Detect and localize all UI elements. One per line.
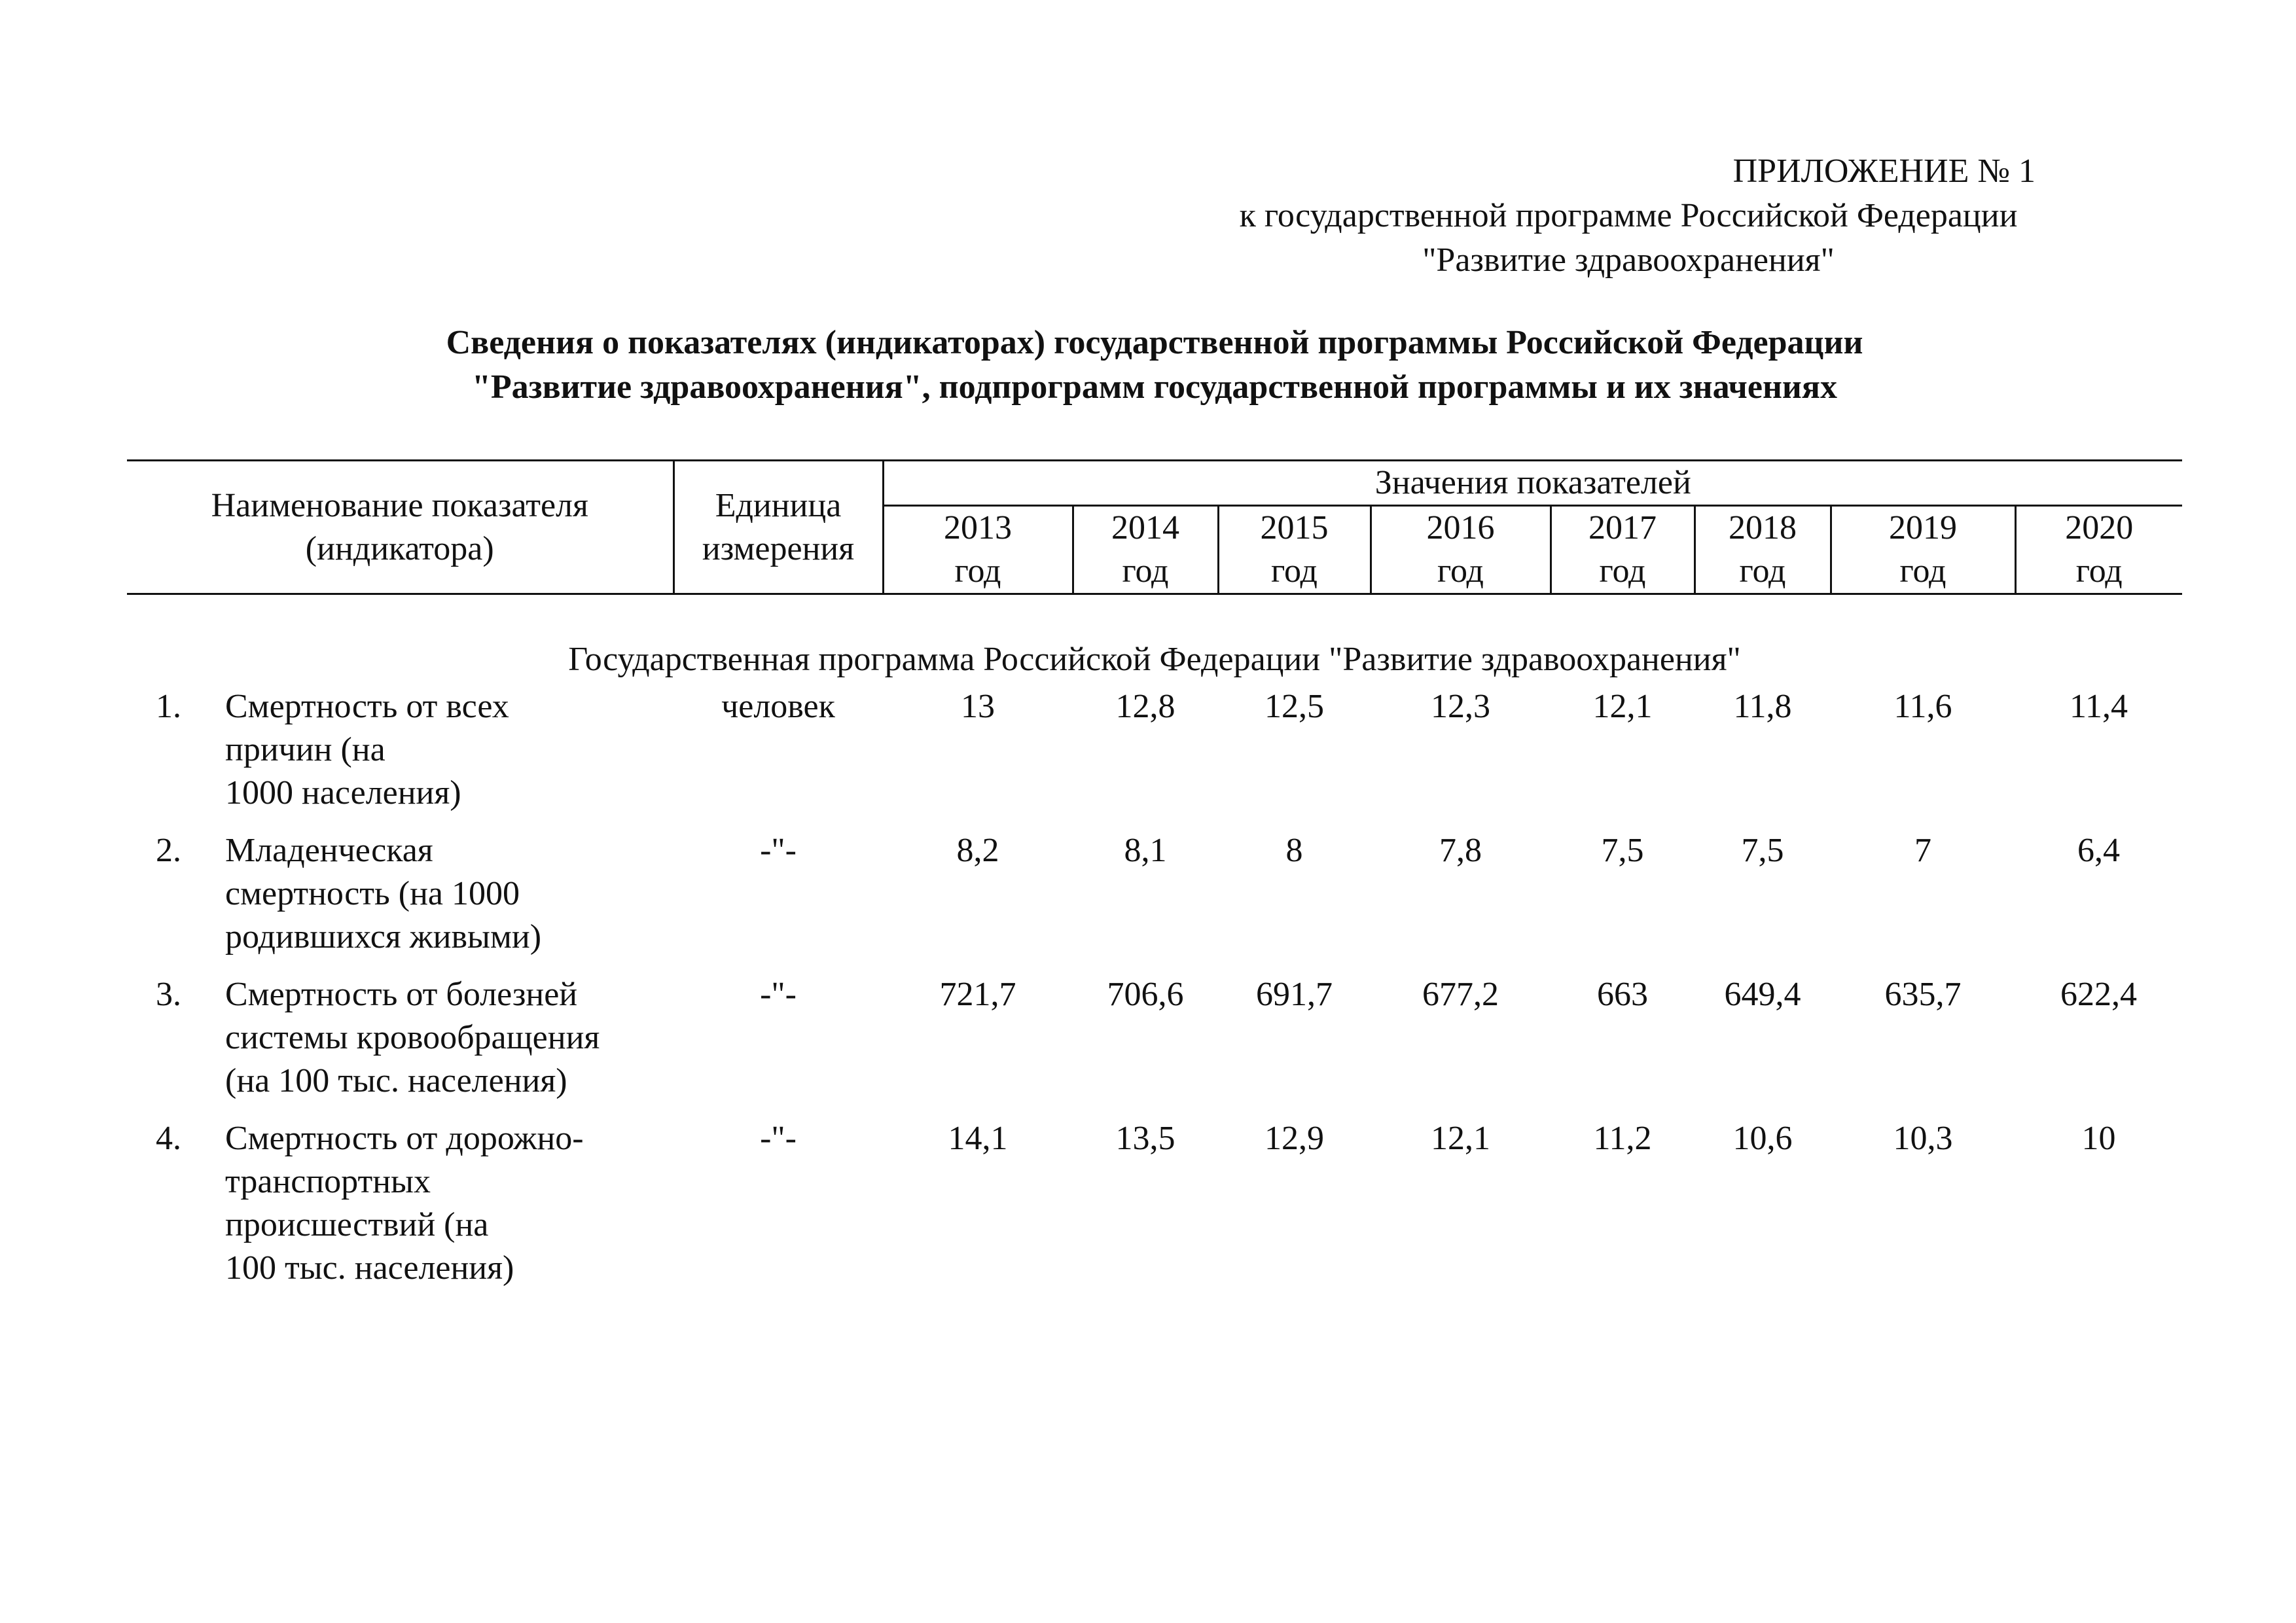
indicator-value-2015: 12,5 bbox=[1265, 688, 1325, 725]
header-year-suffix: год bbox=[1122, 552, 1169, 590]
indicator-value-2016: 12,1 bbox=[1431, 1120, 1491, 1157]
document-title-line-2: "Развитие здравоохранения", подпрограмм государственной программы и их значениях bbox=[471, 368, 1838, 406]
header-year-value: 2014 bbox=[1111, 509, 1180, 546]
appendix-number: ПРИЛОЖЕНИЕ № 1 bbox=[1732, 152, 2036, 190]
indicator-name bbox=[225, 685, 673, 829]
indicator-value-2016: 677,2 bbox=[1422, 976, 1499, 1013]
indicator-value-2017: 7,5 bbox=[1601, 832, 1644, 869]
header-year-2013 bbox=[883, 506, 1073, 594]
indicator-value-2016: 7,8 bbox=[1439, 832, 1482, 869]
header-year-value: 2017 bbox=[1588, 509, 1657, 546]
indicator-value-2020: 11,4 bbox=[2069, 688, 2128, 725]
table-row bbox=[127, 829, 2182, 973]
indicator-value-2020: 10 bbox=[2081, 1120, 2116, 1157]
indicator-unit: -"- bbox=[760, 976, 797, 1013]
table-header bbox=[127, 461, 2182, 594]
header-year-2018 bbox=[1695, 506, 1831, 594]
indicator-value-2017: 12,1 bbox=[1592, 688, 1653, 725]
indicator-value-2019: 10,3 bbox=[1893, 1120, 1953, 1157]
indicator-value-2019: 7 bbox=[1914, 832, 1932, 869]
indicator-value-2018: 11,8 bbox=[1733, 688, 1792, 725]
section-title: Государственная программа Российской Федерации "Развитие здравоохранения" bbox=[568, 641, 1741, 678]
indicator-name bbox=[225, 1117, 673, 1304]
header-year-2017 bbox=[1551, 506, 1695, 594]
indicator-value-2013: 721,7 bbox=[939, 976, 1016, 1013]
header-year-suffix: год bbox=[2075, 552, 2123, 590]
table-row bbox=[127, 685, 2182, 829]
header-year-value: 2013 bbox=[944, 509, 1013, 546]
header-indicator-name bbox=[127, 461, 673, 594]
appendix-reference: к государственной программе Российской Федерации bbox=[1239, 197, 2018, 234]
indicator-name-line: родившихся живыми) bbox=[225, 918, 542, 955]
header-year-suffix: год bbox=[1437, 552, 1484, 590]
indicator-value-2015: 691,7 bbox=[1256, 976, 1333, 1013]
indicator-name-line: причин (на bbox=[225, 731, 386, 768]
indicator-name-line: транспортных bbox=[225, 1163, 431, 1200]
indicator-name-line: Младенческая bbox=[225, 832, 433, 869]
row-number: 3. bbox=[156, 976, 181, 1013]
indicator-value-2018: 649,4 bbox=[1724, 976, 1801, 1013]
document-title-line-1: Сведения о показателях (индикаторах) государственной программы Российской Федерации bbox=[446, 324, 1863, 361]
indicator-value-2014: 8,1 bbox=[1124, 832, 1167, 869]
indicator-value-2020: 6,4 bbox=[2077, 832, 2121, 869]
indicator-value-2013: 13 bbox=[961, 688, 996, 725]
header-unit-line-2: измерения bbox=[702, 529, 855, 567]
header-year-value: 2016 bbox=[1426, 509, 1495, 546]
appendix-program-name: "Развитие здравоохранения" bbox=[1422, 241, 1835, 279]
header-year-suffix: год bbox=[1271, 552, 1318, 590]
indicator-value-2020: 622,4 bbox=[2060, 976, 2138, 1013]
indicator-unit: -"- bbox=[760, 832, 797, 869]
indicator-value-2015: 8 bbox=[1285, 832, 1303, 869]
indicator-name bbox=[225, 829, 673, 973]
indicator-value-2013: 14,1 bbox=[948, 1120, 1008, 1157]
table-row bbox=[127, 1117, 2182, 1304]
indicator-value-2018: 10,6 bbox=[1732, 1120, 1793, 1157]
indicator-name-line: 1000 населения) bbox=[225, 774, 461, 812]
header-year-suffix: год bbox=[954, 552, 1001, 590]
indicator-name-line: системы кровообращения bbox=[225, 1019, 600, 1056]
indicator-value-2017: 11,2 bbox=[1593, 1120, 1652, 1157]
indicator-value-2017: 663 bbox=[1597, 976, 1649, 1013]
header-year-suffix: год bbox=[1599, 552, 1646, 590]
header-year-2019 bbox=[1831, 506, 2015, 594]
indicator-name-line: Смертность от дорожно- bbox=[225, 1120, 584, 1157]
indicator-value-2013: 8,2 bbox=[956, 832, 999, 869]
header-unit-line-1: Единица bbox=[715, 486, 842, 524]
indicator-unit: человек bbox=[721, 688, 835, 725]
header-year-2015 bbox=[1218, 506, 1371, 594]
header-values: Значения показателей bbox=[883, 461, 2182, 506]
row-number: 2. bbox=[156, 832, 181, 869]
indicator-unit: -"- bbox=[760, 1120, 797, 1157]
indicator-name-line: (на 100 тыс. населения) bbox=[225, 1062, 567, 1099]
indicator-value-2019: 11,6 bbox=[1893, 688, 1952, 725]
header-year-suffix: год bbox=[1739, 552, 1786, 590]
indicator-name-line: происшествий (на bbox=[225, 1206, 489, 1243]
indicators-table bbox=[127, 459, 2182, 1304]
indicator-value-2014: 706,6 bbox=[1107, 976, 1184, 1013]
document-title bbox=[127, 321, 2182, 410]
indicators-table-container bbox=[127, 459, 2182, 1304]
section-row bbox=[127, 594, 2182, 686]
indicator-value-2016: 12,3 bbox=[1431, 688, 1491, 725]
header-row bbox=[127, 461, 2182, 506]
appendix-heading bbox=[1138, 149, 2119, 283]
header-year-suffix: год bbox=[1899, 552, 1946, 590]
header-year-value: 2019 bbox=[1889, 509, 1958, 546]
row-number: 4. bbox=[156, 1120, 181, 1157]
header-year-2014 bbox=[1073, 506, 1218, 594]
indicator-value-2019: 635,7 bbox=[1884, 976, 1962, 1013]
indicator-value-2014: 12,8 bbox=[1115, 688, 1175, 725]
indicator-name-line: Смертность от всех bbox=[225, 688, 509, 725]
table-body bbox=[127, 594, 2182, 1305]
header-unit bbox=[673, 461, 883, 594]
indicator-name-line: Смертность от болезней bbox=[225, 976, 578, 1013]
header-indicator-name-line-2: (индикатора) bbox=[305, 529, 494, 567]
indicator-name bbox=[225, 973, 673, 1117]
header-year-value: 2015 bbox=[1260, 509, 1329, 546]
indicator-name-line: смертность (на 1000 bbox=[225, 875, 520, 912]
header-year-2020 bbox=[2015, 506, 2182, 594]
row-number: 1. bbox=[156, 688, 181, 725]
header-year-2016 bbox=[1371, 506, 1551, 594]
indicator-value-2015: 12,9 bbox=[1265, 1120, 1325, 1157]
header-year-value: 2018 bbox=[1729, 509, 1797, 546]
header-indicator-name-line-1: Наименование показателя bbox=[211, 486, 588, 524]
indicator-value-2018: 7,5 bbox=[1741, 832, 1784, 869]
header-year-value: 2020 bbox=[2065, 509, 2134, 546]
indicator-value-2014: 13,5 bbox=[1115, 1120, 1175, 1157]
table-row bbox=[127, 973, 2182, 1117]
indicator-name-line: 100 тыс. населения) bbox=[225, 1249, 514, 1287]
